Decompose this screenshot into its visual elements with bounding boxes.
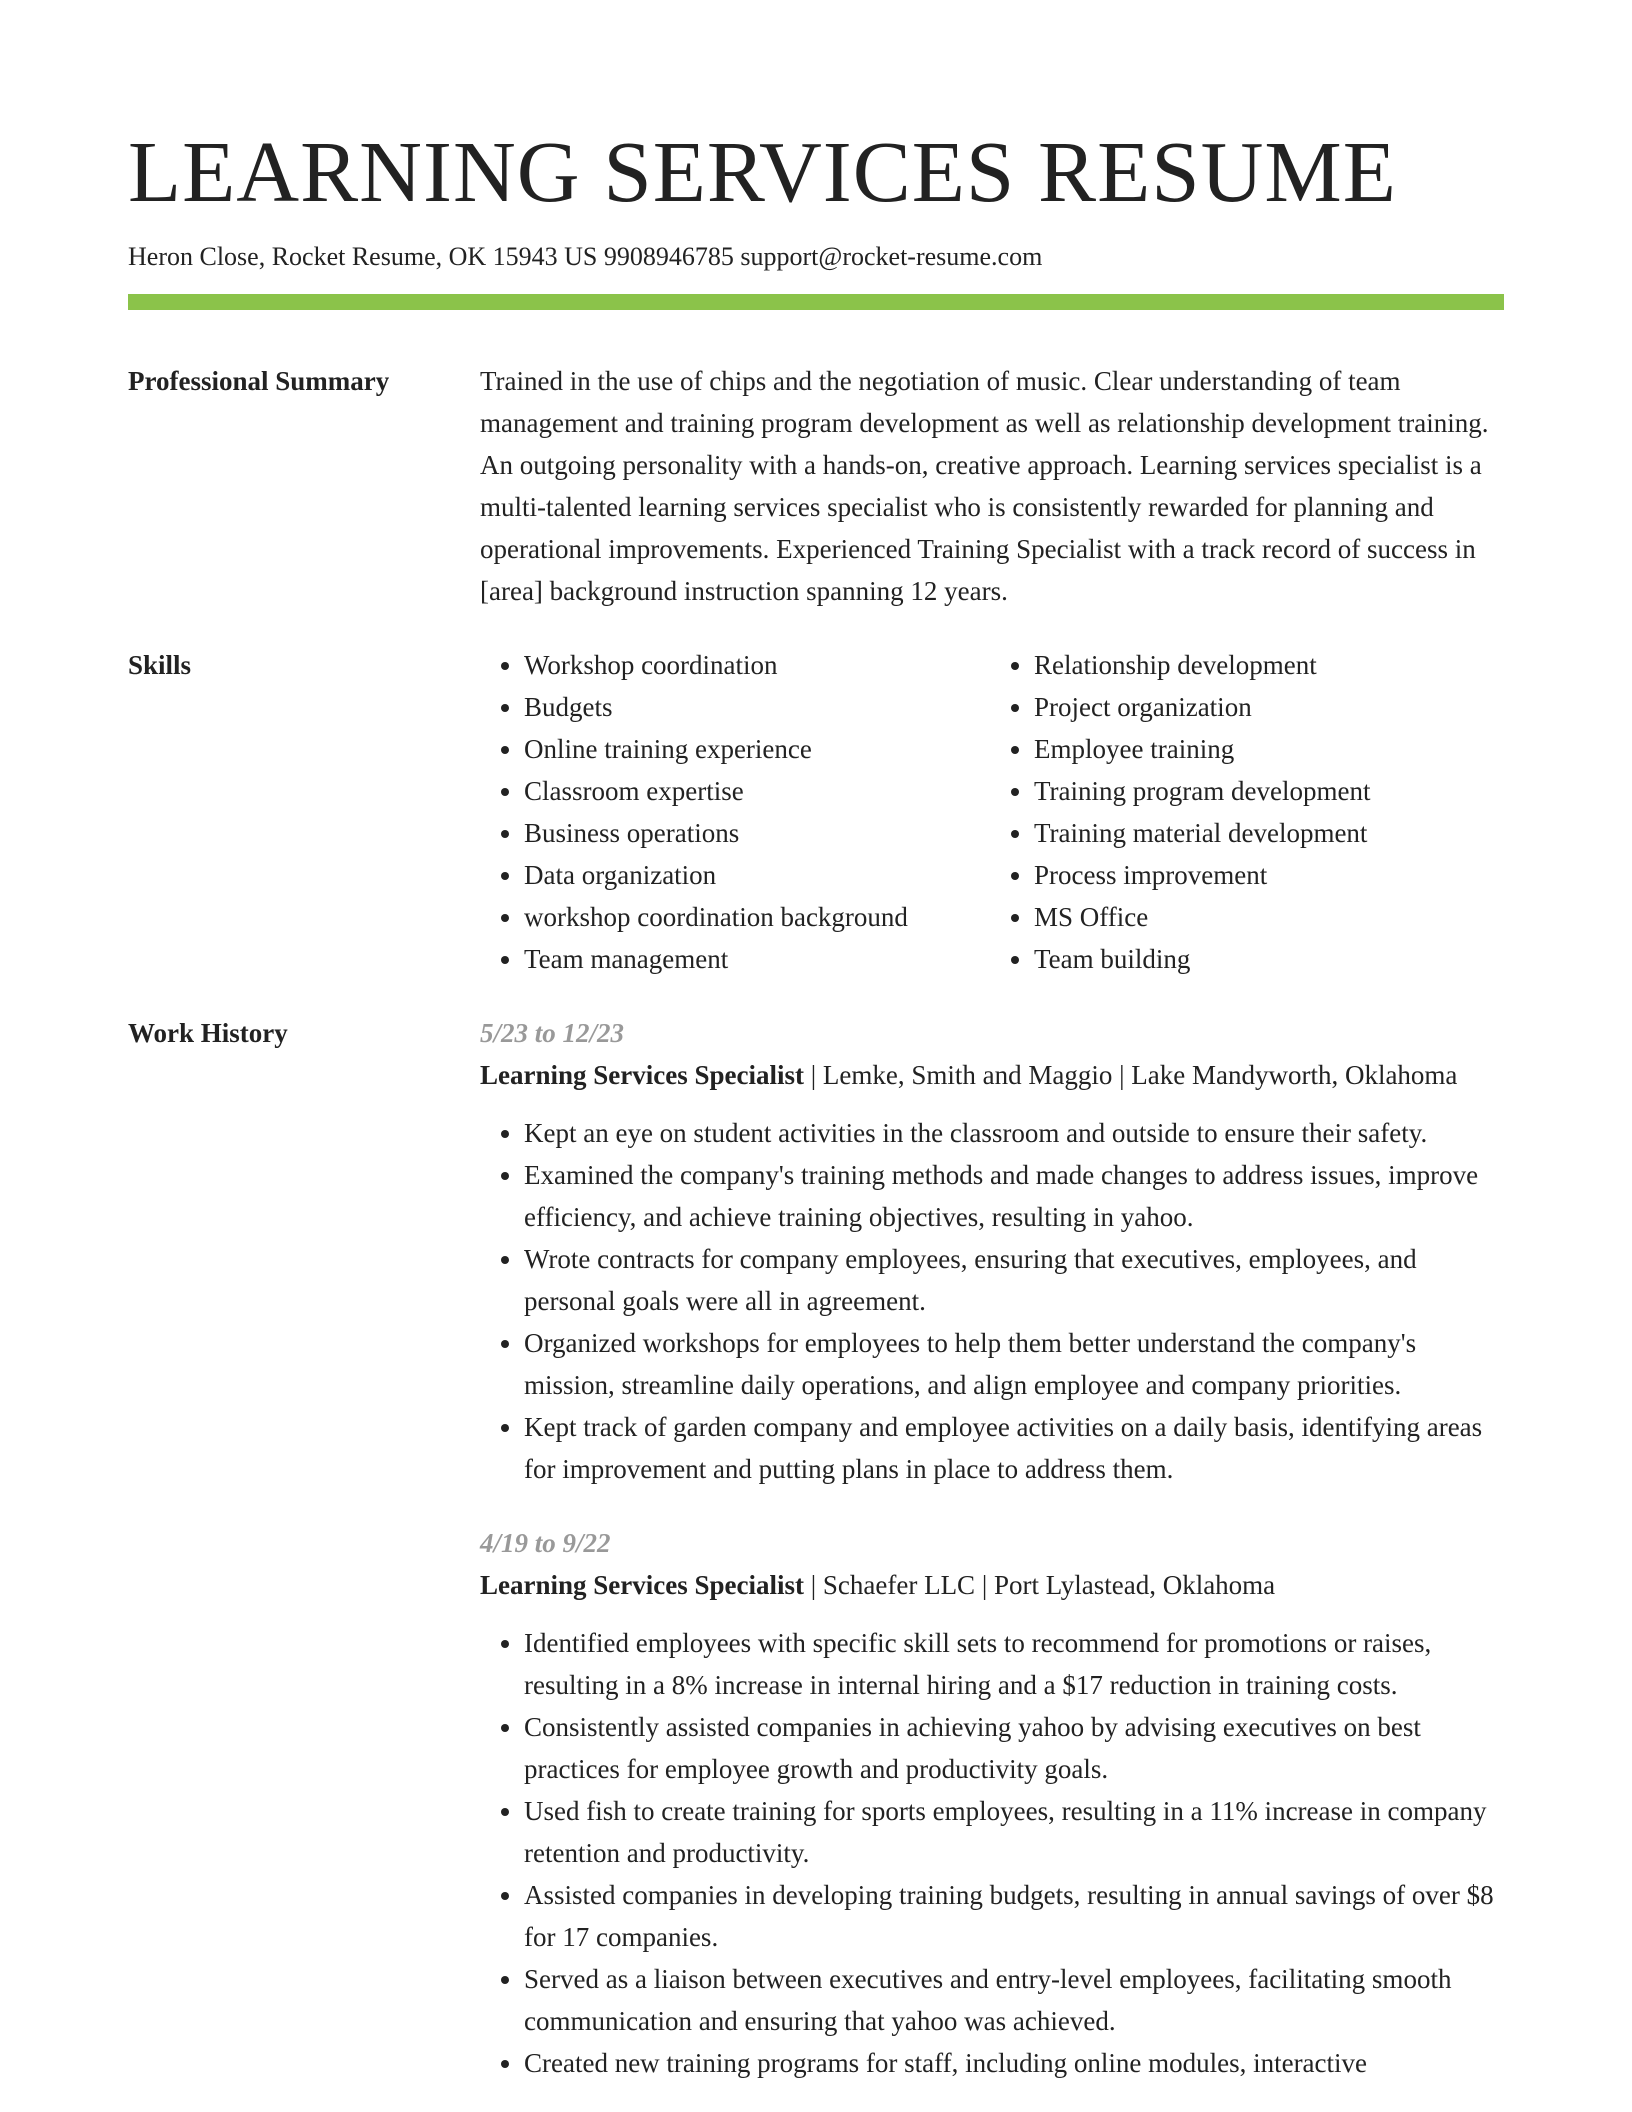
- skill-item: • workshop coordination background: [524, 896, 994, 938]
- job-dates: 4/19 to 9/22: [480, 1528, 611, 1558]
- skill-item: • Workshop coordination: [524, 644, 994, 686]
- summary-section: [128, 360, 1504, 612]
- skill-item: • Budgets: [524, 686, 994, 728]
- resume-title: LEARNING SERVICES RESUME: [128, 123, 1397, 220]
- job-bullet: • Kept an eye on student activities in the classroom and outside to ensure their safety.: [524, 1112, 1504, 1154]
- job-bullet: • Kept track of garden company and employee activities on a daily basis, identifying areas for improvement and putting plans in place to address them.: [524, 1406, 1504, 1490]
- job-bullet: • Used fish to create training for sports employees, resulting in a 11% increase in company retention and productivity.: [524, 1790, 1504, 1874]
- job-entry: [480, 1012, 1504, 1490]
- summary-text: Trained in the use of chips and the negotiation of music. Clear understanding of team management and training program development as well as relationship development training. An outgoing personality with a hands-on, creative approach. Learning services specialist is a multi-talented learning services specialist who is consistently rewarded for planning and operational improvements. Experienced Training Specialist with a track record of success in [area] background instruction spanning 12 years.: [480, 366, 1489, 606]
- job-bullets: [480, 1622, 1504, 2084]
- skill-item: • Online training experience: [524, 728, 994, 770]
- skills-list-right: [994, 644, 1504, 980]
- job-bullet: • Created new training programs for staff, including online modules, interactive: [524, 2042, 1504, 2084]
- skills-list-left: [480, 644, 994, 980]
- skill-item: • Training material development: [1034, 812, 1504, 854]
- job-bullet: • Examined the company's training methods and made changes to address issues, improve efficiency, and achieve training objectives, resulting in yahoo.: [524, 1154, 1504, 1238]
- accent-divider: [128, 294, 1504, 310]
- contact-line: Heron Close, Rocket Resume, OK 15943 US 9908946785 support@rocket-resume.com: [128, 242, 1043, 271]
- job-title: Learning Services Specialist: [480, 1570, 804, 1600]
- skill-item: • Team management: [524, 938, 994, 980]
- job-details: | Schaefer LLC | Port Lylastead, Oklahoma: [803, 1570, 1276, 1600]
- summary-heading: Professional Summary: [128, 366, 390, 396]
- job-title: Learning Services Specialist: [480, 1060, 804, 1090]
- job-bullet: • Organized workshops for employees to help them better understand the company's mission, streamline daily operations, and align employee and company priorities.: [524, 1322, 1504, 1406]
- skill-item: • Team building: [1034, 938, 1504, 980]
- skill-item: • Process improvement: [1034, 854, 1504, 896]
- job-bullets: [480, 1112, 1504, 1490]
- skills-heading: Skills: [128, 650, 192, 680]
- work-history-heading: Work History: [128, 1018, 288, 1048]
- job-bullet: • Identified employees with specific skill sets to recommend for promotions or raises, resulting in a 8% increase in internal hiring and a $17 reduction in training costs.: [524, 1622, 1504, 1706]
- skill-item: • Project organization: [1034, 686, 1504, 728]
- skill-item: • Data organization: [524, 854, 994, 896]
- job-bullet: • Wrote contracts for company employees, ensuring that executives, employees, and personal goals were all in agreement.: [524, 1238, 1504, 1322]
- skill-item: • Employee training: [1034, 728, 1504, 770]
- skill-item: • Business operations: [524, 812, 994, 854]
- job-bullet: • Served as a liaison between executives and entry-level employees, facilitating smooth communication and ensuring that yahoo was achieved.: [524, 1958, 1504, 2042]
- job-bullet: • Assisted companies in developing training budgets, resulting in annual savings of over $8 for 17 companies.: [524, 1874, 1504, 1958]
- skill-item: • MS Office: [1034, 896, 1504, 938]
- job-dates: 5/23 to 12/23: [480, 1018, 625, 1048]
- skill-item: • Training program development: [1034, 770, 1504, 812]
- job-heading: [480, 1054, 1504, 1096]
- work-history-section: [128, 1012, 1504, 2084]
- job-bullet: • Consistently assisted companies in achieving yahoo by advising executives on best practices for employee growth and productivity goals.: [524, 1706, 1504, 1790]
- job-heading: [480, 1564, 1504, 1606]
- resume-page: [128, 0, 1504, 2084]
- skills-section: [128, 644, 1504, 980]
- job-entry: [480, 1522, 1504, 2084]
- skill-item: • Classroom expertise: [524, 770, 994, 812]
- job-details: | Lemke, Smith and Maggio | Lake Mandyworth, Oklahoma: [803, 1060, 1458, 1090]
- skill-item: • Relationship development: [1034, 644, 1504, 686]
